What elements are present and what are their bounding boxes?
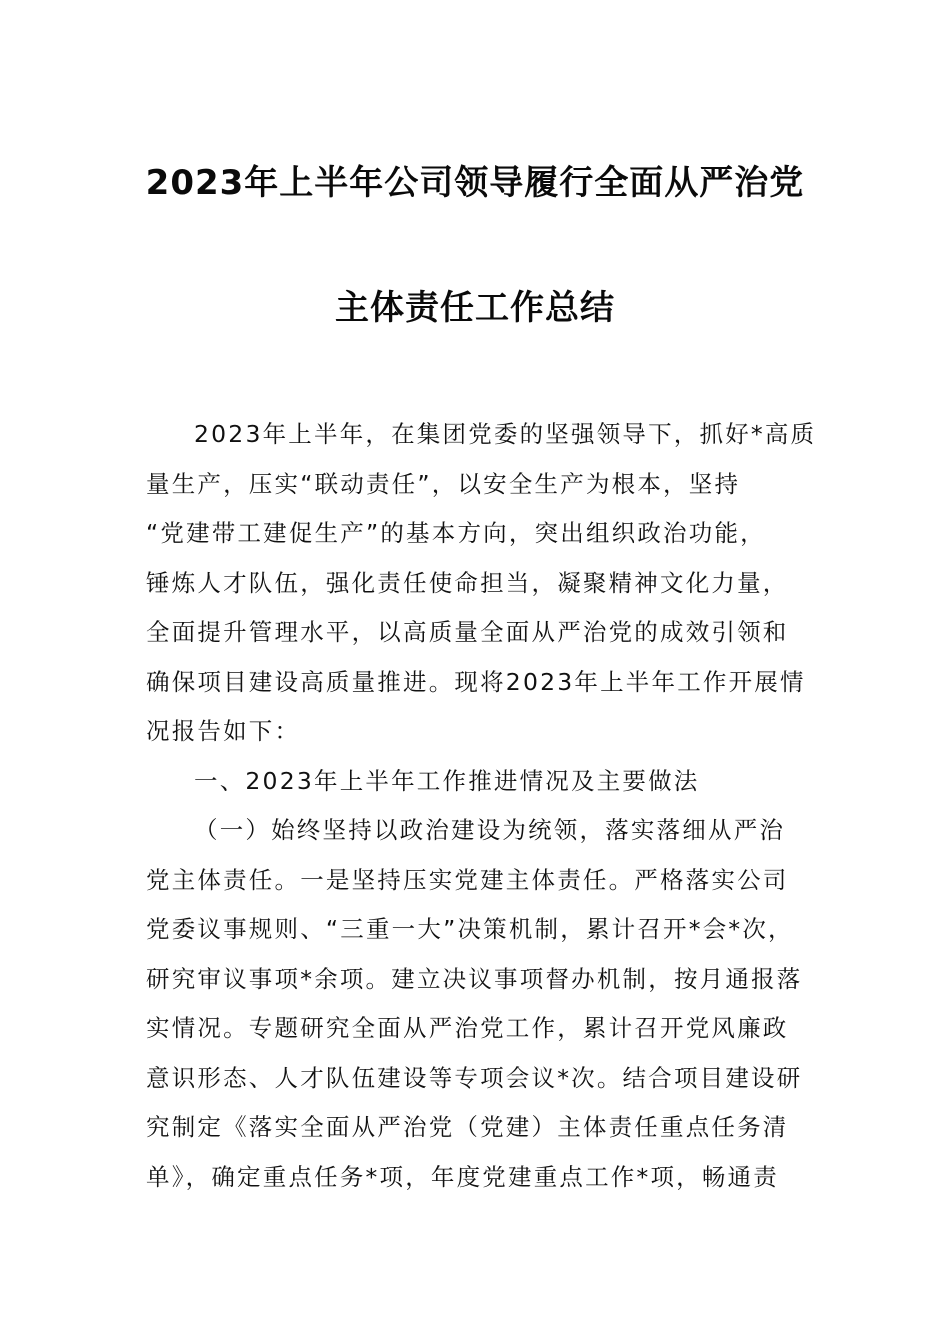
paragraph-line: 况报告如下： — [146, 717, 301, 745]
paragraph-line: （一）始终坚持以政治建设为统领，落实落细从严治 — [194, 816, 786, 844]
paragraph-line: 究制定《落实全面从严治党（党建）主体责任重点任务清 — [146, 1113, 789, 1141]
paragraph-line: 量生产，压实“联动责任”，以安全生产为根本，坚持 — [146, 469, 741, 498]
paragraph-line: 党委议事规则、“三重一大”决策机制，累计召开*会*次， — [146, 915, 794, 943]
paragraph-line: 实情况。专题研究全面从严治党工作，累计召开党风廉政 — [146, 1014, 789, 1042]
document-title-line-2: 主体责任工作总结 — [335, 288, 615, 328]
paragraph-line: 研究审议事项*余项。建立决议事项督办机制，按月通报落 — [146, 964, 803, 993]
document-body — [146, 410, 826, 1202]
paragraph-line: 党主体责任。一是坚持压实党建主体责任。严格落实公司 — [146, 865, 789, 894]
paragraph-line: 全面提升管理水平，以高质量全面从严治党的成效引领和 — [146, 618, 789, 646]
paragraph-line: 意识形态、人才队伍建设等专项会议*次。结合项目建设研 — [146, 1063, 803, 1092]
paragraph-line: “党建带工建促生产”的基本方向，突出组织政治功能， — [146, 519, 766, 547]
section-heading: 一、2023年上半年工作推进情况及主要做法 — [194, 766, 700, 795]
paragraph-line: 2023年上半年，在集团党委的坚强领导下，抓好*高质 — [194, 420, 817, 448]
document-title-line-1: 2023年上半年公司领导履行全面从严治党 — [145, 163, 805, 203]
paragraph-line: 单》，确定重点任务*项，年度党建重点工作*项，畅通责 — [146, 1162, 779, 1191]
paragraph-line: 确保项目建设高质量推进。现将2023年上半年工作开展情 — [146, 667, 806, 696]
paragraph-line: 锤炼人才队伍，强化责任使命担当，凝聚精神文化力量， — [146, 568, 789, 597]
